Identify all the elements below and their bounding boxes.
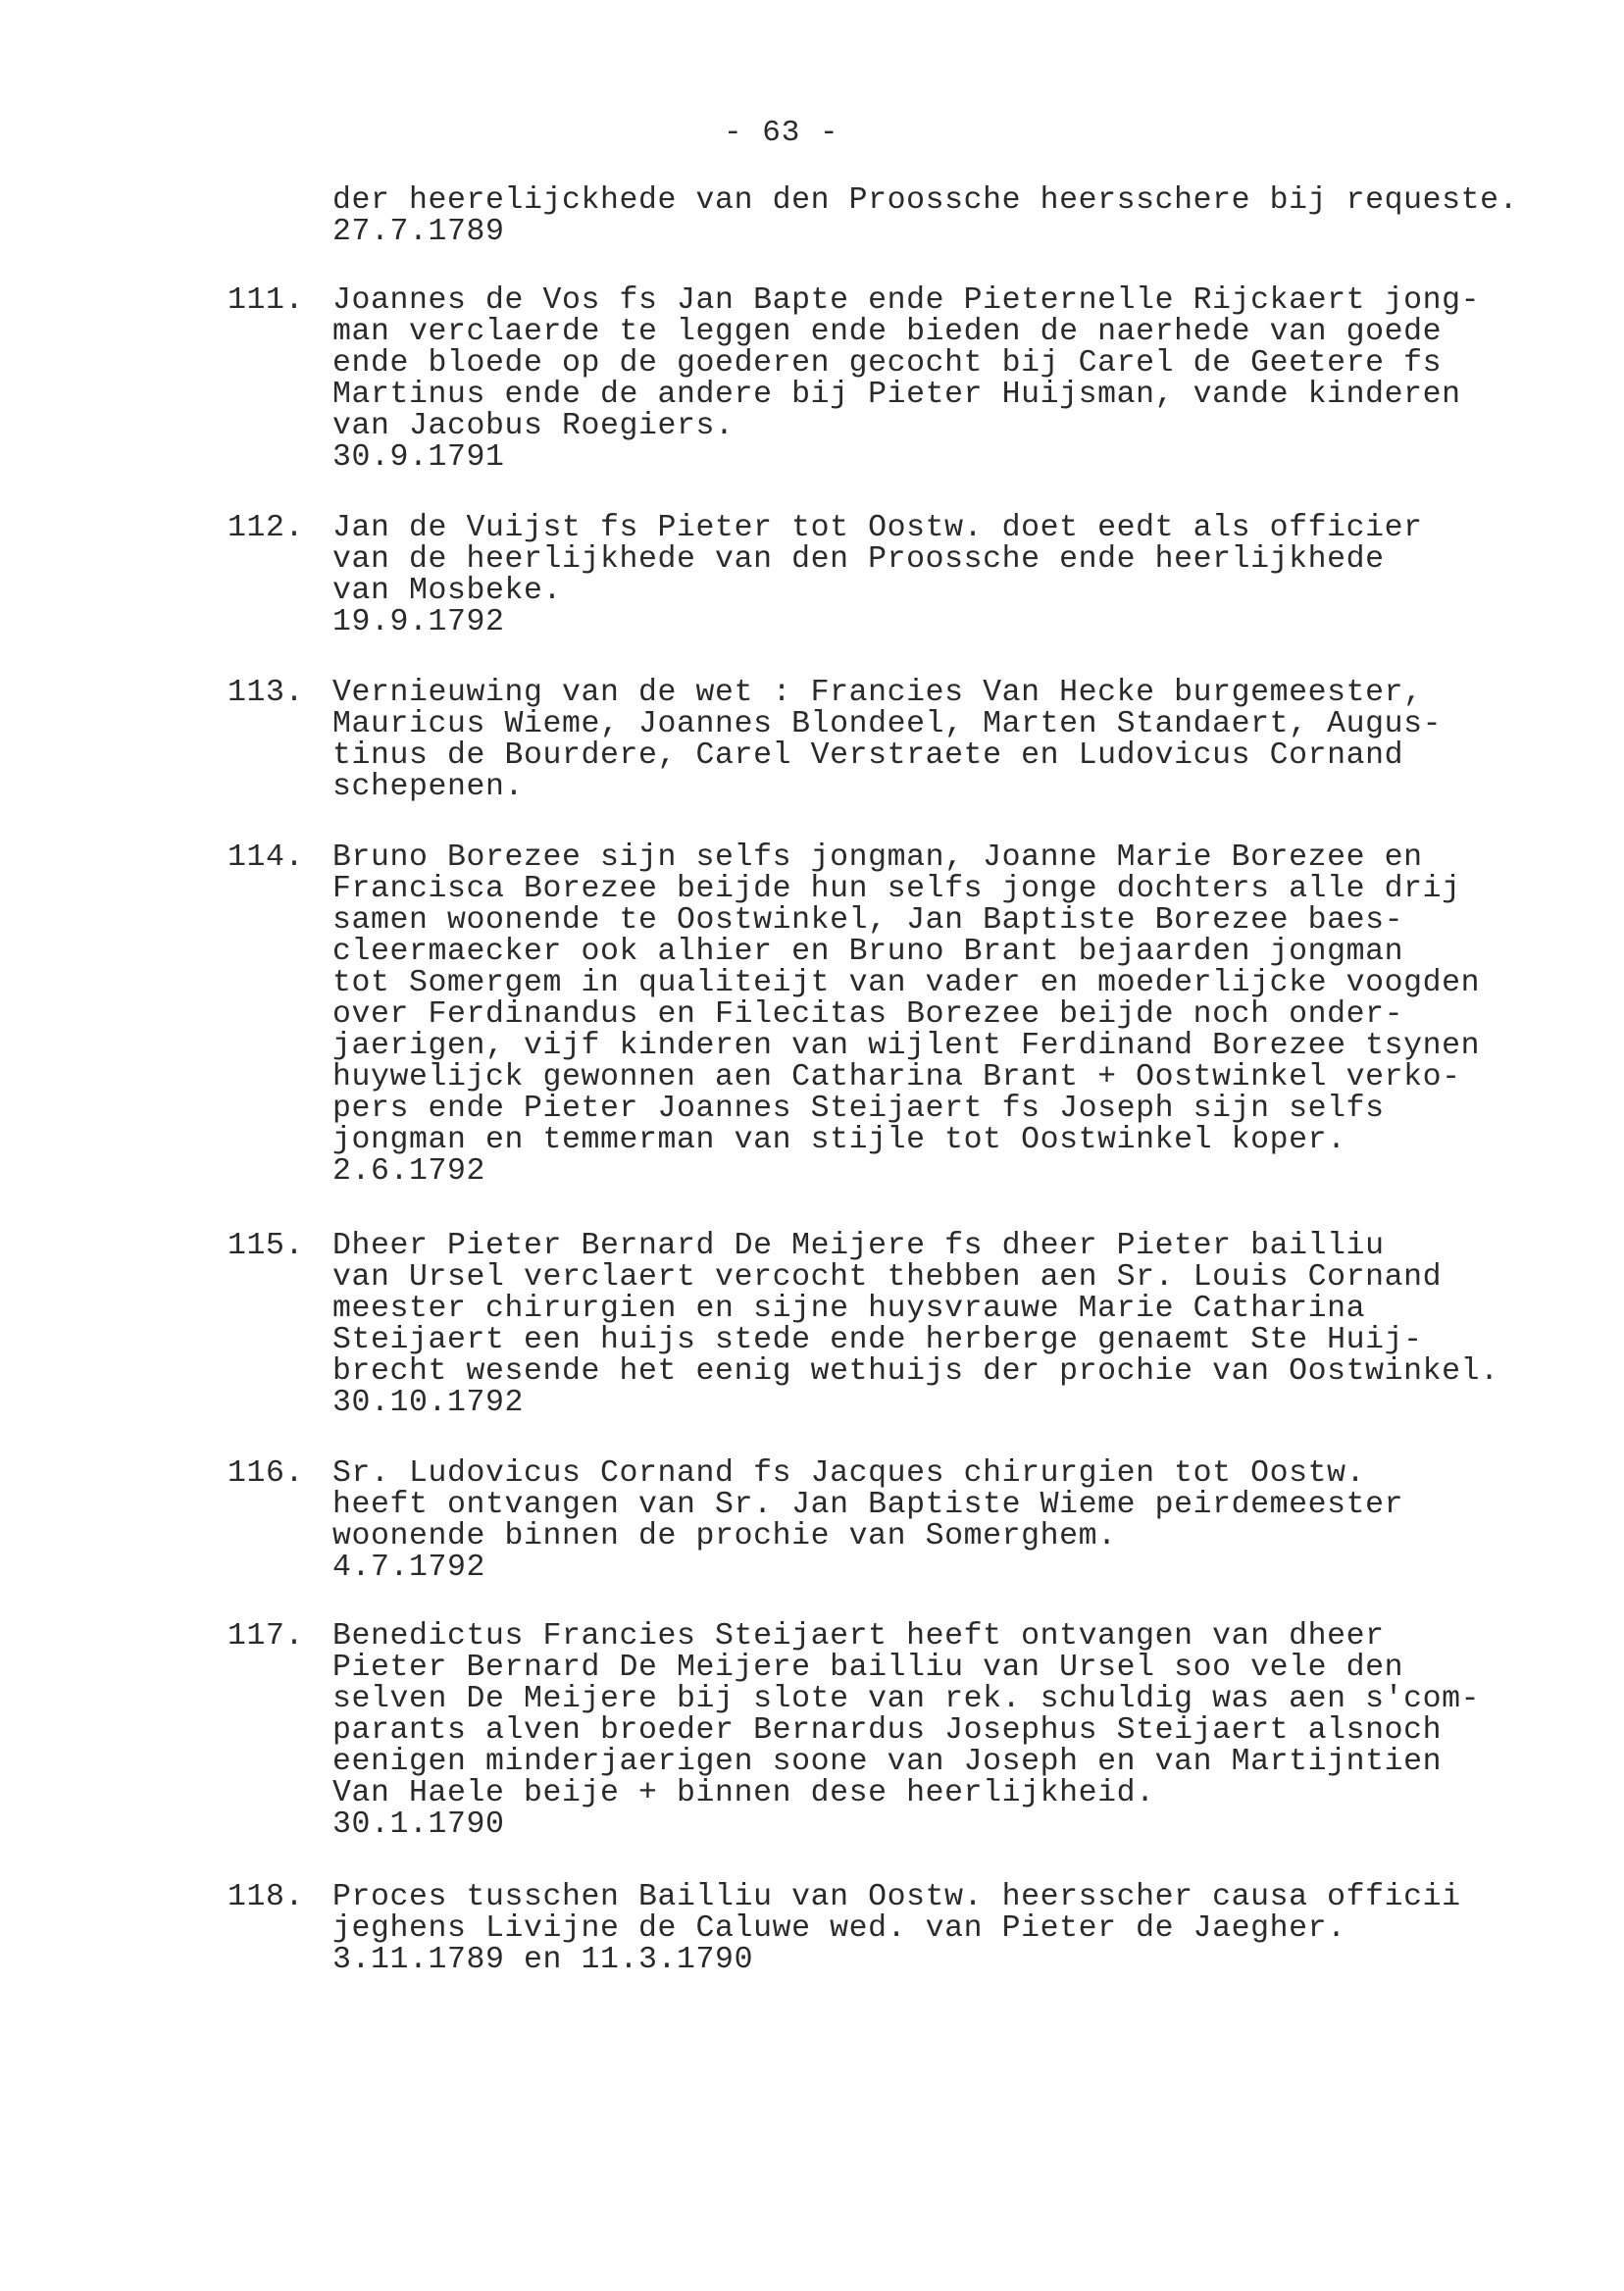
text-line: Benedictus Francies Steijaert heeft ontvangen van dheer (332, 1619, 1385, 1654)
entry-number: 111. (228, 283, 305, 318)
text-line: van Jacobus Roegiers. (332, 409, 735, 443)
text-line: Proces tusschen Bailliu van Oostw. heersscher causa officii (332, 1880, 1461, 1914)
text-line: jaerigen, vijf kinderen van wijlent Ferdinand Borezee tsynen (332, 1029, 1481, 1063)
text-line: Francisca Borezee beijde hun selfs jonge dochters alle drij (332, 872, 1461, 906)
text-line: woonende binnen de prochie van Somerghem. (332, 1519, 1117, 1553)
entry-number: 116. (228, 1456, 305, 1491)
date-line: 3.11.1789 en 11.3.1790 (332, 1943, 754, 1977)
text-line: Van Haele beije + binnen dese heerlijkheid. (332, 1776, 1155, 1810)
date-line: 30.9.1791 (332, 440, 505, 475)
text-line: Martinus ende de andere bij Pieter Huijsman, vande kinderen (332, 378, 1461, 412)
text-line: huywelijck gewonnen aen Catharina Brant + Oostwinkel verko- (332, 1060, 1461, 1095)
text-line: der heerelijckhede van den Proossche heersschere bij requeste. (332, 183, 1519, 218)
text-line: Jan de Vuijst fs Pieter tot Oostw. doet eedt als officier (332, 511, 1423, 545)
date-line: 27.7.1789 (332, 215, 505, 249)
text-line: pers ende Pieter Joannes Steijaert fs Joseph sijn selfs (332, 1092, 1385, 1126)
text-line: Pieter Bernard De Meijere bailliu van Ursel soo vele den (332, 1651, 1404, 1685)
entry-number: 113. (228, 676, 305, 710)
text-line: over Ferdinandus en Filecitas Borezee beijde noch onder- (332, 997, 1404, 1032)
text-line: parants alven broeder Bernardus Josephus Steijaert alsnoch (332, 1713, 1443, 1748)
entry-number: 114. (228, 840, 305, 875)
entry-number: 115. (228, 1229, 305, 1263)
text-line: Dheer Pieter Bernard De Meijere fs dheer Pieter bailliu (332, 1229, 1385, 1263)
text-line: Steijaert een huijs stede ende herberge genaemt Ste Huij- (332, 1323, 1423, 1357)
text-line: Bruno Borezee sijn selfs jongman, Joanne Marie Borezee en (332, 840, 1423, 875)
text-line: Joannes de Vos fs Jan Bapte ende Pieternelle Rijckaert jong- (332, 283, 1481, 318)
entry-number: 117. (228, 1619, 305, 1654)
text-line: ende bloede op de goederen gecocht bij Carel de Geetere fs (332, 346, 1443, 381)
text-line: jeghens Livijne de Caluwe wed. van Pieter de Jaegher. (332, 1911, 1346, 1946)
text-line: eenigen minderjaerigen soone van Joseph en van Martijntien (332, 1745, 1443, 1779)
date-line: 19.9.1792 (332, 605, 505, 639)
entry-number: 112. (228, 511, 305, 545)
text-line: jongman en temmerman van stijle tot Oostwinkel koper. (332, 1123, 1346, 1157)
text-line: tinus de Bourdere, Carel Verstraete en Ludovicus Cornand (332, 738, 1404, 773)
text-line: schepenen. (332, 770, 525, 804)
text-line: Mauricus Wieme, Joannes Blondeel, Marten Standaert, Augus- (332, 707, 1443, 741)
text-line: Sr. Ludovicus Cornand fs Jacques chirurgien tot Oostw. (332, 1456, 1366, 1491)
text-line: Vernieuwing van de wet : Francies Van Hecke burgemeester, (332, 676, 1423, 710)
text-line: brecht wesende het eenig wethuijs der prochie van Oostwinkel. (332, 1354, 1499, 1389)
text-line: van de heerlijkhede van den Proossche ende heerlijkhede (332, 542, 1385, 577)
entry-number: 118. (228, 1880, 305, 1914)
text-line: tot Somergem in qualiteijt van vader en moederlijcke voogden (332, 966, 1481, 1000)
page-number: - 63 - (724, 116, 839, 150)
text-line: selven De Meijere bij slote van rek. schuldig was aen s'com- (332, 1682, 1481, 1716)
text-line: man verclaerde te leggen ende bieden de naerhede van goede (332, 315, 1443, 349)
date-line: 2.6.1792 (332, 1154, 486, 1189)
text-line: heeft ontvangen van Sr. Jan Baptiste Wieme peirdemeester (332, 1488, 1404, 1522)
text-line: van Ursel verclaert vercocht thebben aen Sr. Louis Cornand (332, 1260, 1443, 1295)
text-line: samen woonende te Oostwinkel, Jan Baptiste Borezee baes- (332, 903, 1404, 938)
date-line: 30.10.1792 (332, 1386, 525, 1420)
date-line: 4.7.1792 (332, 1551, 486, 1585)
text-line: cleermaecker ook alhier en Bruno Brant bejaarden jongman (332, 935, 1404, 969)
text-line: van Mosbeke. (332, 574, 563, 608)
date-line: 30.1.1790 (332, 1807, 505, 1842)
text-line: meester chirurgien en sijne huysvrauwe Marie Catharina (332, 1292, 1366, 1326)
